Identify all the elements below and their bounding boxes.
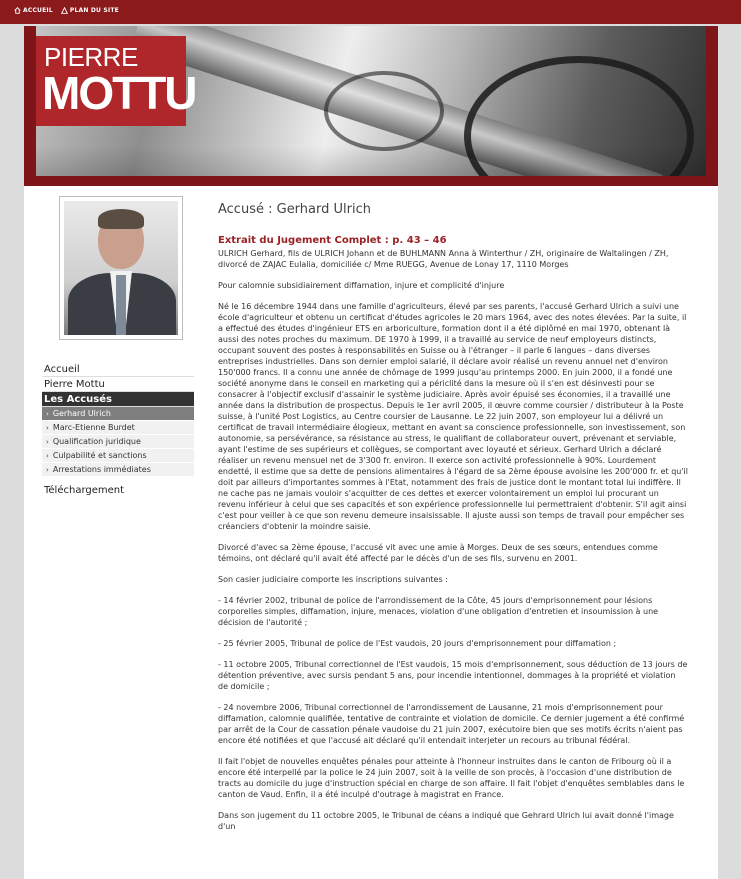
nav-subitem-label: Marc-Etienne Burdet [52, 423, 135, 432]
nav-subitem-culpabilite[interactable] [42, 449, 194, 463]
accused-photo [59, 196, 183, 340]
nav-subitem-gerhard-ulrich[interactable] [42, 407, 194, 421]
paragraph: - 14 février 2002, tribunal de police de l'arrondissement de la Côte, 45 jours d'emprisonnement pour lésions corporelles simples, diffamation, injure, menaces, violation d'une obligation d'entretien et insoumission à une décision de l'autorité ; [218, 596, 659, 627]
banner-glasses-lens [324, 71, 444, 151]
nav-subitem-label: Qualification juridique [52, 437, 141, 446]
site-logo[interactable] [36, 36, 196, 126]
nav-subitem-arrestations[interactable] [42, 463, 194, 477]
chevron-right-icon: › [46, 410, 49, 418]
page-title: Accusé : Gerhard Ulrich [218, 202, 371, 217]
logo-first-name: PIERRE [44, 42, 138, 72]
nav-subitem-marc-etienne-burdet[interactable] [42, 421, 194, 435]
chevron-right-icon: › [46, 438, 49, 446]
paragraph: - 24 novembre 2006, Tribunal correctionnel de l'arrondissement de Lausanne, 21 mois d'emprisonnement pour diffamation, calomnie qualifiée, tentative de contrainte et violation de domicile. Ce dernier jugement a été confirmé par arrêt de la Cour de cassation pénale vaudoise du 21 juin 2007, exécutoire bien que ses motifs écrits n'aient pas encore été notifiées et que l'accusé ait déclaré qu'il entendait interjeter un recours au tribunal fédéral. [218, 703, 685, 745]
nav-subitem-qualification-juridique[interactable] [42, 435, 194, 449]
header-banner [24, 26, 718, 186]
nav-subitem-label: Arrestations immédiates [52, 465, 151, 474]
page-container [24, 26, 718, 879]
paragraph: Pour calomnie subsidiairement diffamation, injure et complicité d'injure [218, 281, 505, 290]
main-content [218, 202, 688, 842]
nav-item-pierre-mottu[interactable]: Pierre Mottu [42, 377, 194, 392]
logo-last-name: MOTTU [42, 67, 196, 119]
chevron-right-icon: › [46, 424, 49, 432]
sidebar-nav [42, 362, 194, 498]
home-icon [14, 7, 21, 14]
paragraph: - 25 février 2005, Tribunal de police de l'Est vaudois, 20 jours d'emprisonnement pour diffamation ; [218, 639, 617, 648]
paragraph: ULRICH Gerhard, fils de ULRICH Johann et de BUHLMANN Anna à Winterthur / ZH, originaire de Waltalingen / ZH, divorcé de ZAJAC Eulalia, domiciliée c/ Mme RUEGG, Avenue de Lonay 17, 1110 Morges [218, 249, 669, 269]
chevron-right-icon: › [46, 466, 49, 474]
sitemap-link[interactable] [61, 7, 119, 14]
section-subtitle-link[interactable]: Extrait du Jugement Complet : p. 43 – 46 [218, 235, 447, 246]
sitemap-link-label: PLAN DU SITE [69, 7, 119, 14]
nav-subitem-label: Culpabilité et sanctions [52, 451, 147, 460]
nav-item-accueil[interactable]: Accueil [42, 362, 194, 377]
paragraph: Dans son jugement du 11 octobre 2005, le Tribunal de céans a indiqué que Gehrard Ulrich lui avait donné l'image d'un [218, 811, 674, 831]
top-bar [0, 0, 741, 24]
home-link[interactable] [14, 7, 53, 14]
paragraph: Divorcé d'avec sa 2ème épouse, l'accusé vit avec une amie à Morges. Deux de ses sœurs, entendues comme témoins, ont déclaré qu'il avait été affecté par le décès d'un de ses fils, survenu en 2001. [218, 543, 658, 563]
nav-item-les-accuses[interactable]: Les Accusés [42, 392, 194, 407]
nav-item-telechargement[interactable]: Téléchargement [44, 485, 125, 496]
home-link-label: ACCUEIL [23, 7, 53, 14]
paragraph: Son casier judiciaire comporte les inscriptions suivantes : [218, 575, 448, 584]
paragraph: Né le 16 décembre 1944 dans une famille d'agriculteurs, élevé par ses parents, l'accusé Gerhard Ulrich a suivi une école d'agriculteur et obtenu un certificat d'études agricoles le 20 mars 1964, avec des notes élevées. Par la suite, il a effectué des études d'ingénieur ETS en arboriculture, formation dont il a été diplômé en mai 1970, obtenant là aussi des notes proches du maximum. DE 1970 à 1999, il a travaillé au service de neuf employeurs distincts, occupant souvent des postes à responsabilités en Suisse ou à l'étranger – il parle 6 langues – dans diverses entreprises industrielles. Dans son dernier emploi salarié, il déclare avoir réalisé un revenu annuel net d'environ 150'000 francs. Il a connu une année de chômage de 1999 jusqu'au printemps 2000. En juin 2000, il a fondé une société anonyme dans le conseil en marketing qui a périclité dans la mesure où il s'en est désinvesti pour se consacrer à l'objectif exclusif d'assainir le système judiciaire. Après avoir épuisé ses économies, il a travaillé une année dans la distribution de prospectus. Depuis le 1er avril 2005, il œuvre comme coursier / distributeur à la Poste suisse, à l'unité Post Logistics, au Centre coursier de Lausanne. Le 22 juin 2007, son employeur lui a délivré un certificat de travail intermédiaire élogieux, mettant en avant sa conscience professionnelle, son investissement, son autonomie, sa persévérance, sa résistance au stress, le qualifiant de collaborateur ouvert, prévenant et serviable, ayant l'estime de ses supérieurs et collègues, se comportant avec loyauté et sérieux. Gerhard Ulrich a déclaré réaliser un revenu mensuel net de 3'300 fr. environ. Il exerce son activité professionnelle à 90%. Lourdement endetté, il estime que sa dette de pensions alimentaires à l'égard de sa 2ème épouse avoisine les 200'000 fr. et qu'il doit par ailleurs d'importantes sommes à l'Etat, notamment des frais de justice dont le montant total lui indiffère. Il ne cache pas ne jamais vouloir s'acquitter de ces dettes et exercer volontairement un emploi lui procurant un revenu inférieur à celui que ses capacités et son expérience professionnelle lui permettraient d'obtenir. S'il agit ainsi c'est pour veiller à ce que son revenu demeure insaisissable. Il ajuste aussi son temps de travail pour empêcher ses créanciers d'obtenir la moindre saisie. [218, 302, 688, 531]
paragraph: Il fait l'objet de nouvelles enquêtes pénales pour atteinte à l'honneur instruites dans le canton de Fribourg où il a encore été interpellé par la police le 24 juin 2007, soit à la veille de son procès, à l'occasion d'une distribution de tracts au domicile du juge d'instruction spécial en charge de son affaire. Il fait l'objet d'enquêtes semblables dans le canton de Vaud. Enfin, il a été inculpé d'outrage à magistrat en France. [218, 757, 685, 799]
paragraph: - 11 octobre 2005, Tribunal correctionnel de l'Est vaudois, 15 mois d'emprisonnement, sous déduction de 13 jours de détention préventive, avec sursis pendant 5 ans, pour incendie intentionnel, dommages à la propriété et violation de domicile ; [218, 660, 688, 691]
chevron-right-icon: › [46, 452, 49, 460]
sitemap-icon [61, 7, 68, 14]
nav-subitem-label: Gerhard Ulrich [52, 409, 111, 418]
top-links [14, 7, 119, 14]
